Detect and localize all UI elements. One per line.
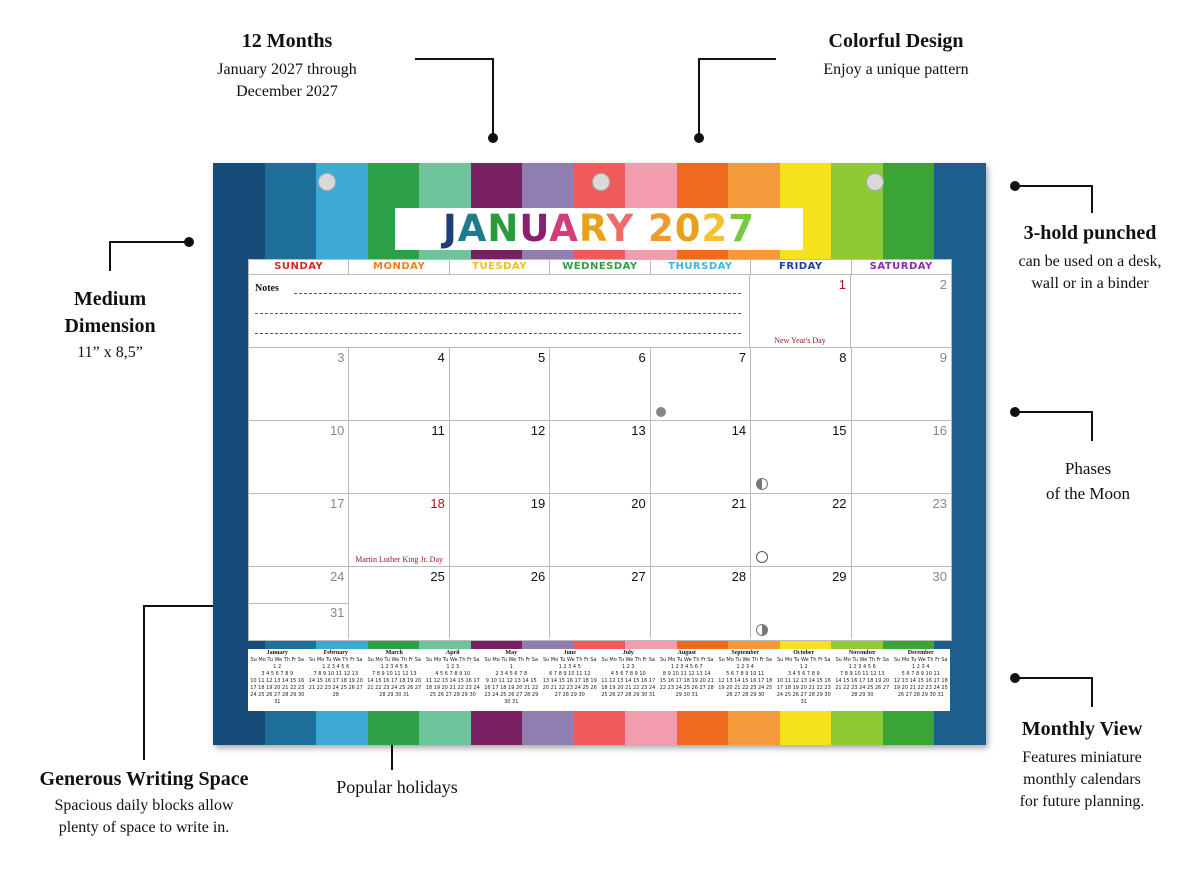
day-number: 27 [631, 569, 646, 584]
mini-month-row: 13 14 15 16 17 18 19 [542, 678, 597, 684]
day-cell[interactable] [550, 494, 650, 566]
day-cell[interactable] [249, 603, 348, 639]
mini-month-name: July [622, 650, 634, 656]
mini-month-row: Su Mo Tu We Th Fr Sa [718, 657, 772, 663]
first-quarter-moon-icon [756, 478, 768, 490]
leader-line [1015, 677, 1093, 679]
mini-month-row: 5 6 7 8 9 10 11 [901, 671, 940, 677]
day-number: 31 [329, 605, 345, 620]
mini-month-row: 1 2 [799, 664, 808, 670]
notes-line [255, 313, 741, 314]
mini-month [716, 649, 775, 711]
callout-line: Features miniature [1022, 749, 1142, 766]
day-number: 28 [731, 569, 747, 584]
day-cell[interactable] [450, 567, 550, 639]
mini-month [482, 649, 541, 711]
day-cell[interactable] [651, 348, 751, 420]
day-number: 11 [431, 423, 445, 438]
mini-month-row: Su Mo Tu We Th Fr Sa [660, 657, 714, 663]
leader-line [492, 58, 494, 138]
day-number: 23 [932, 496, 947, 511]
day-number: 22 [832, 496, 847, 511]
mini-month-row: 4 5 6 7 8 9 10 [435, 671, 471, 677]
month-grid [248, 259, 952, 641]
mini-month-name: March [385, 650, 403, 656]
leader-line [1091, 677, 1093, 707]
title-letter: A [457, 207, 488, 250]
week-row [249, 348, 951, 421]
mini-month-row: 28 29 30 [851, 692, 874, 698]
mini-month [775, 649, 834, 711]
day-cell[interactable] [349, 421, 449, 493]
weekday-label: SUNDAY [249, 260, 349, 274]
callout-line: 11” x 8,5” [77, 344, 143, 361]
notes-area[interactable] [249, 275, 750, 347]
mini-month-row: 10 11 12 13 14 15 16 [776, 678, 831, 684]
mini-month-name: November [848, 650, 876, 656]
day-cell[interactable] [852, 567, 951, 639]
leader-dot [694, 133, 704, 143]
notes-label: Notes [255, 283, 279, 294]
day-cell[interactable] [751, 421, 851, 493]
title-letter: 7 [728, 207, 756, 250]
mini-month-row: 18 19 20 21 22 23 24 [601, 685, 656, 691]
mini-month-name: April [445, 650, 460, 656]
mini-month-row: 24 25 26 27 28 29 30 [250, 692, 305, 698]
mini-month [248, 649, 307, 711]
mini-month-name: January [266, 650, 288, 656]
mini-month-row: 16 17 18 19 20 21 22 [484, 685, 539, 691]
day-cell[interactable] [450, 348, 550, 420]
mini-month-row: Su Mo Tu We Th Fr Sa [484, 657, 538, 663]
day-cell[interactable] [750, 275, 851, 347]
binder-hole [318, 173, 336, 191]
callout-title: Generous Writing Space [39, 768, 249, 790]
day-number: 8 [839, 350, 847, 365]
mini-month-row: 26 27 28 29 30 31 [897, 692, 944, 698]
mini-month-row: 17 18 19 20 21 22 23 [250, 685, 305, 691]
mini-month-row: 11 12 13 14 15 16 17 [601, 678, 656, 684]
mini-month-row: 25 26 27 28 29 30 31 [601, 692, 656, 698]
mini-month-row: 14 15 16 17 18 19 20 [308, 678, 363, 684]
mini-month [541, 649, 600, 711]
day-cell[interactable] [651, 421, 751, 493]
leader-line [109, 241, 189, 243]
day-cell[interactable] [751, 567, 851, 639]
mini-month-row: 1 2 3 4 5 6 [380, 664, 408, 670]
callout-line: can be used on a desk, [1018, 253, 1162, 270]
mini-month-row: 1 2 3 4 [736, 664, 754, 670]
callout-line: Popular holidays [336, 777, 458, 797]
weekday-label: SATURDAY [869, 261, 933, 272]
mini-month-row: 19 20 21 22 23 24 25 [718, 685, 773, 691]
binder-hole [592, 173, 610, 191]
day-cell-split[interactable] [249, 567, 349, 639]
mini-month-row: 1 2 3 4 5 6 7 [670, 664, 703, 670]
mini-month [892, 649, 951, 711]
mini-calendars-strip [248, 649, 950, 711]
mini-month-row: 2 3 4 5 6 7 8 [495, 671, 528, 677]
leader-line [1091, 411, 1093, 441]
title-letter: 2 [648, 207, 675, 250]
mini-month-row: 1 2 3 [621, 664, 635, 670]
callout-monthly-view [996, 718, 1168, 813]
callout-title: Monthly View [1021, 718, 1143, 740]
weekday-label: MONDAY [349, 260, 449, 274]
week-row [249, 275, 951, 348]
callout-line: Enjoy a unique pattern [823, 61, 969, 78]
leader-line [1015, 411, 1093, 413]
mini-month-row: 1 2 3 [446, 664, 460, 670]
notes-line [294, 293, 741, 294]
mini-month-row: 1 [509, 664, 513, 670]
week-row [249, 494, 951, 567]
mini-month-row: 20 21 22 23 24 25 26 [542, 685, 597, 691]
holiday-label: Martin Luther King Jr. Day [355, 555, 444, 564]
mini-month [424, 649, 483, 711]
mini-month-row: 23 24 25 26 27 28 29 [484, 692, 539, 698]
mini-month-name: October [793, 650, 815, 656]
mini-month-row: 24 25 26 27 28 29 30 [776, 692, 831, 698]
day-cell[interactable] [651, 567, 751, 639]
day-number: 19 [530, 496, 546, 511]
title-letter: 0 [674, 207, 702, 250]
mini-month-row: Su Mo Tu We Th Fr Sa [250, 657, 304, 663]
mini-month-row: 31 [800, 699, 807, 705]
day-cell[interactable] [450, 494, 550, 566]
mini-month-row: 7 8 9 10 11 12 13 [313, 671, 359, 677]
mini-month-row: 7 8 9 10 11 12 13 [839, 671, 885, 677]
mini-month-row: 12 13 14 15 16 17 18 [893, 678, 948, 684]
callout-colorful-design [796, 30, 996, 81]
weekday-header [249, 260, 951, 275]
title-letter [634, 207, 648, 250]
mini-month [599, 649, 658, 711]
callout-title: Colorful Design [828, 30, 964, 52]
mini-month-row: 25 26 27 28 29 30 [429, 692, 476, 698]
day-number: 25 [430, 569, 445, 584]
mini-month-row: 1 2 3 4 5 [558, 664, 581, 670]
day-cell[interactable] [349, 348, 449, 420]
new-moon-icon [656, 407, 666, 417]
mini-month-row: 12 13 14 15 16 17 18 [718, 678, 773, 684]
mini-month-row: 3 4 5 6 7 8 9 [787, 671, 820, 677]
mini-month-row: 28 [332, 692, 339, 698]
day-cell[interactable] [550, 567, 650, 639]
mini-month-row: 6 7 8 9 10 11 12 [549, 671, 591, 677]
day-number: 3 [337, 350, 345, 365]
callout-line: for future planning. [1019, 793, 1145, 810]
day-number: 17 [329, 496, 345, 511]
mini-month [307, 649, 366, 711]
title-letter: R [578, 207, 607, 250]
mini-month-name: August [677, 650, 696, 656]
day-cell[interactable] [450, 421, 550, 493]
leader-line [1091, 185, 1093, 213]
mini-month-row: 22 23 24 25 26 27 28 [659, 685, 714, 691]
day-cell[interactable] [550, 421, 650, 493]
mini-month-row: 1 2 3 4 [912, 664, 930, 670]
day-number: 1 [838, 277, 846, 292]
mini-month-row: Su Mo Tu We Th Fr Sa [543, 657, 597, 663]
title-letter: A [549, 207, 579, 250]
mini-month-row: 21 22 23 24 25 26 27 [308, 685, 363, 691]
callout-line: plenty of space to write in. [58, 819, 230, 836]
mini-month-row: 7 8 9 10 11 12 13 [371, 671, 417, 677]
day-number: 20 [631, 496, 646, 511]
callout-3-hold-punched [990, 222, 1190, 295]
day-number: 18 [430, 496, 445, 511]
day-cell[interactable] [249, 567, 348, 604]
callout-phases-of-moon [1000, 456, 1176, 506]
title-letter: J [442, 207, 458, 250]
callout-title: 12 Months [241, 30, 333, 52]
callout-popular-holidays [310, 776, 484, 798]
mini-month-row: 11 12 13 14 15 16 17 [425, 678, 480, 684]
mini-month-row: 3 4 5 6 7 8 9 [261, 671, 294, 677]
day-number: 24 [329, 569, 345, 584]
leader-line [698, 58, 776, 60]
callout-title: 3-hold punched [1023, 222, 1157, 244]
day-cell[interactable] [550, 348, 650, 420]
mini-month-row: 30 31 [504, 699, 519, 705]
mini-month-row: 10 11 12 13 14 15 16 [250, 678, 305, 684]
title-letter: N [487, 207, 520, 250]
day-cell[interactable] [651, 494, 751, 566]
day-cell[interactable] [852, 348, 951, 420]
mini-month-row: Su Mo Tu We Th Fr Sa [777, 657, 831, 663]
callout-medium-dimension [40, 288, 180, 364]
weekday-label: FRIDAY [751, 260, 851, 274]
mini-month-name: September [731, 650, 760, 656]
callout-generous-writing-space [14, 768, 274, 839]
mini-month-row: 5 6 7 8 9 10 11 [726, 671, 765, 677]
mini-month [833, 649, 892, 711]
mini-month-row: Su Mo Tu We Th Fr Sa [835, 657, 889, 663]
mini-month-row: Su Mo Tu We Th Fr Sa [894, 657, 948, 663]
day-number: 26 [530, 569, 546, 584]
leader-line [415, 58, 493, 60]
callout-line: monthly calendars [1023, 771, 1141, 788]
weekday-label: THURSDAY [651, 260, 751, 274]
day-cell[interactable] [852, 421, 951, 493]
mini-month-name: February [323, 650, 348, 656]
title-letter: U [519, 207, 550, 250]
day-cell[interactable] [751, 494, 851, 566]
leader-line [109, 241, 111, 271]
day-number: 9 [939, 350, 947, 365]
title-letter: Y [606, 207, 635, 250]
callout-line: Spacious daily blocks allow [54, 797, 234, 814]
mini-month-name: June [563, 650, 576, 656]
mini-month-row: 18 19 20 21 22 23 24 [425, 685, 480, 691]
day-cell[interactable] [852, 494, 951, 566]
callout-title: Medium [73, 288, 147, 310]
mini-month-row: 15 16 17 18 19 20 21 [659, 678, 714, 684]
mini-month-row: 17 18 19 20 21 22 23 [776, 685, 831, 691]
day-number: 10 [329, 423, 345, 438]
leader-dot [184, 237, 194, 247]
holiday-label: New Year's Day [774, 336, 826, 345]
day-number: 5 [538, 350, 546, 365]
day-number: 6 [638, 350, 646, 365]
day-cell[interactable] [751, 348, 851, 420]
day-cell[interactable] [249, 421, 349, 493]
month-title [395, 208, 803, 250]
mini-month-row: 4 5 6 7 8 9 10 [610, 671, 646, 677]
day-number: 12 [530, 423, 546, 438]
leader-line [143, 605, 145, 760]
desk-calendar [213, 163, 986, 745]
day-cell[interactable] [349, 567, 449, 639]
day-number: 2 [939, 277, 947, 292]
day-number: 13 [631, 423, 646, 438]
day-cell[interactable] [851, 275, 951, 347]
callout-line: wall or in a binder [1031, 275, 1149, 292]
callout-line: January 2027 through [217, 61, 357, 78]
mini-month-row: 28 29 30 31 [379, 692, 410, 698]
mini-month-row: 1 2 3 4 5 6 [848, 664, 876, 670]
mini-month-row: 9 10 11 12 13 14 15 [485, 678, 537, 684]
leader-line [698, 58, 700, 138]
mini-month-row: Su Mo Tu We Th Fr Sa [426, 657, 480, 663]
mini-month-name: May [505, 650, 518, 656]
day-number: 30 [932, 569, 947, 584]
mini-month-row: 1 2 [273, 664, 282, 670]
day-number: 16 [932, 423, 947, 438]
mini-month-row: 19 20 21 22 23 24 25 [893, 685, 948, 691]
day-number: 21 [731, 496, 747, 511]
leader-line [1015, 185, 1093, 187]
weekday-label: WEDNESDAY [550, 260, 650, 274]
title-letter: 2 [701, 207, 729, 250]
notes-line [255, 333, 741, 334]
mini-month-row: Su Mo Tu We Th Fr Sa [601, 657, 655, 663]
leader-dot [488, 133, 498, 143]
day-cell[interactable] [349, 494, 449, 566]
mini-month-name: December [907, 650, 934, 656]
day-number: 4 [437, 350, 445, 365]
week-row [249, 421, 951, 494]
day-number: 14 [731, 423, 747, 438]
mini-month-row: 1 2 3 4 5 6 [322, 664, 350, 670]
mini-month-row: 21 22 23 24 25 26 27 [367, 685, 422, 691]
callout-line: Phases [1064, 459, 1112, 478]
mini-month-row: Su Mo Tu We Th Fr Sa [367, 657, 421, 663]
day-number: 29 [832, 569, 847, 584]
last-quarter-moon-icon [756, 624, 768, 636]
mini-month-row: 29 30 31 [675, 692, 698, 698]
callout-title: Dimension [64, 315, 156, 337]
mini-month-row: 27 28 29 30 [554, 692, 585, 698]
binder-hole [866, 173, 884, 191]
full-moon-icon [756, 551, 768, 563]
mini-month-row: Su Mo Tu We Th Fr Sa [309, 657, 363, 663]
mini-month-row: 31 [274, 699, 281, 705]
mini-month-row: 26 27 28 29 30 [726, 692, 765, 698]
mini-month-row: 8 9 10 11 12 13 14 [662, 671, 711, 677]
week-row [249, 567, 951, 639]
mini-month-row: 21 22 23 24 25 26 27 [835, 685, 890, 691]
day-number: 15 [832, 423, 847, 438]
day-cell[interactable] [249, 348, 349, 420]
mini-month [365, 649, 424, 711]
callout-line: of the Moon [1045, 484, 1131, 503]
callout-12-months [196, 30, 378, 103]
mini-month [658, 649, 717, 711]
day-cell[interactable] [249, 494, 349, 566]
mini-month-row: 14 15 16 17 18 19 20 [367, 678, 422, 684]
callout-line: December 2027 [236, 83, 338, 100]
mini-month-row: 14 15 16 17 18 19 20 [835, 678, 890, 684]
weekday-label: TUESDAY [450, 260, 550, 274]
day-number: 7 [738, 350, 747, 365]
